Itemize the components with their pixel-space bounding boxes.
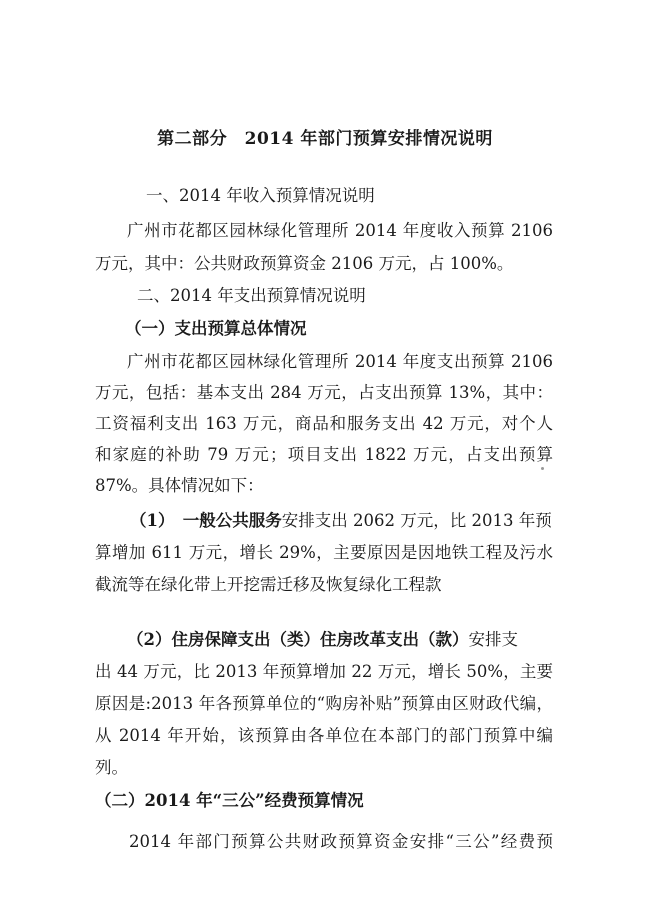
income-paragraph-line: 万元，其中：公共财政预算资金 2106 万元，占 100%。 bbox=[95, 254, 514, 273]
item-1-line bbox=[130, 510, 552, 532]
income-paragraph-line: 广州市花都区园林绿化管理所 2014 年度收入预算 2106 bbox=[127, 221, 553, 240]
item-1-label: （1） 一般公共服务 bbox=[130, 511, 282, 530]
sanggong-paragraph-line: 2014 年部门预算公共财政预算资金安排“三公”经费预 bbox=[129, 832, 553, 851]
item-2-label: （2）住房保障支出（类）住房改革支出（款） bbox=[127, 630, 469, 649]
item-1-line: 算增加 611 万元，增长 29%，主要原因是因地铁工程及污水 bbox=[95, 543, 553, 562]
item-1-text: 安排支出 2062 万元，比 2013 年预 bbox=[281, 511, 552, 530]
expense-paragraph-line: 和家庭的补助 79 万元；项目支出 1822 万元，占支出预算 bbox=[95, 445, 553, 464]
expense-paragraph-line: 87%。具体情况如下： bbox=[95, 476, 264, 495]
item-1-line: 截流等在绿化带上开挖需迁移及恢复绿化工程款 bbox=[95, 575, 442, 594]
expense-paragraph-line: 广州市花都区园林绿化管理所 2014 年度支出预算 2106 bbox=[127, 352, 553, 371]
item-2-line: 原因是:2013 年各预算单位的“购房补贴”预算由区财政代编， bbox=[95, 694, 553, 713]
sanggong-heading: （二）2014 年“三公”经费预算情况 bbox=[95, 791, 364, 810]
item-2-line: 从 2014 年开始，该预算由各单位在本部门的部门预算中编 bbox=[95, 726, 553, 745]
income-heading: 一、2014 年收入预算情况说明 bbox=[146, 186, 375, 205]
scan-speck bbox=[541, 467, 544, 470]
page-title: 第二部分 2014 年部门预算安排情况说明 bbox=[157, 129, 493, 149]
item-2-line: 列。 bbox=[95, 758, 128, 777]
expense-subheading: （一）支出预算总体情况 bbox=[125, 319, 307, 338]
expense-paragraph-line: 工资福利支出 163 万元，商品和服务支出 42 万元，对个人 bbox=[95, 414, 553, 433]
item-2-text: 安排支 bbox=[468, 630, 518, 649]
item-2-line bbox=[127, 629, 518, 651]
item-2-line: 出 44 万元，比 2013 年预算增加 22 万元，增长 50%，主要 bbox=[95, 662, 553, 681]
expense-heading: 二、2014 年支出预算情况说明 bbox=[137, 286, 366, 305]
expense-paragraph-line: 万元，包括：基本支出 284 万元，占支出预算 13%，其中： bbox=[95, 383, 553, 402]
